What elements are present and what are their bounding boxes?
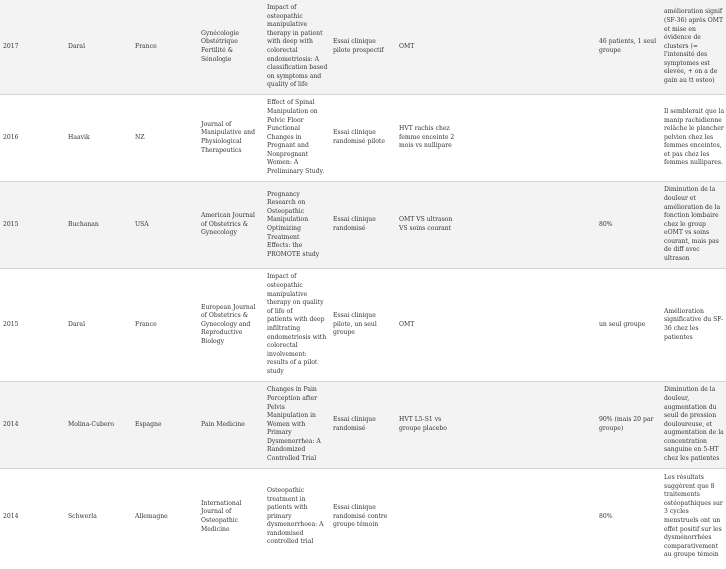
country-cell: USA: [135, 220, 149, 228]
table-row: [0, 469, 726, 565]
year-cell: 2017: [3, 42, 19, 50]
results-cell: amélioration signif (SF-36) après OMT et mise en évidence de clusters (= l'intensité des symptomes est elevée, + on a de gain au tt osteo): [664, 8, 724, 85]
results-cell: Diminution de la douleur, augmentation du seuil de pression douloureuse, et augmentation de la concentration sanguine en 5-HT chez les patientes: [664, 386, 724, 463]
journal-cell: American Journal of Obstetrics & Gynecology: [201, 212, 256, 237]
design-cell: Essai clinique pilote prospectif: [333, 38, 384, 54]
author-cell: Daraï: [68, 320, 86, 328]
intervention-cell: OMT: [399, 42, 415, 50]
author-cell: Molina-Cubero: [68, 420, 115, 428]
design-cell: Essai clinique pilote, un seul groupe: [333, 312, 377, 337]
country-cell: France: [135, 320, 157, 328]
year-cell: 2014: [3, 512, 19, 520]
title-cell: Impact of osteopathic manipulative therapy in patient with deep with colorectal endometriosis: A classification based on symptoms and quality of life: [267, 4, 328, 89]
population-cell: un seul groupe: [599, 320, 646, 328]
intervention-cell: HVT L5-S1 vs groupe placebo: [399, 416, 447, 432]
year-cell: 2014: [3, 420, 19, 428]
design-cell: Essai clinique randomisé: [333, 416, 376, 432]
year-cell: 2015: [3, 320, 19, 328]
title-cell: Effect of Spinal Manipulation on Pelvic Floor Functional Changes in Pregnant and Nonpregnant Women: A Preliminary Study.: [267, 99, 325, 176]
country-cell: Espagne: [135, 420, 162, 428]
journal-cell: Journal of Manipulative and Physiological Therapeutics: [201, 120, 255, 154]
intervention-cell: OMT VS ultrason VS soins courant: [399, 216, 453, 232]
table-row: [0, 382, 726, 469]
country-cell: NZ: [135, 133, 145, 141]
population-cell: 46 patients, 1 seul groupe: [599, 38, 657, 54]
author-cell: Daraï: [68, 42, 86, 50]
author-cell: Haavik: [68, 133, 90, 141]
table-row: [0, 269, 726, 382]
journal-cell: European Journal of Obstetrics & Gynecology and Reproductive Biology: [201, 303, 256, 345]
author-cell: Schwerla: [68, 512, 97, 520]
journal-cell: Pain Medicine: [201, 420, 245, 428]
year-cell: 2015: [3, 220, 19, 228]
results-cell: Diminution de la douleur et amélioration de la fonction lombaire chez le group eOMT vs soins courant, mais pas de diff avec ultrason: [664, 186, 721, 263]
title-cell: Pregnancy Research on Osteopathic Manipulation Optimizing Treatment Effects: the PROMOTE study: [267, 190, 320, 258]
design-cell: Essai clinique randomisé: [333, 216, 376, 232]
population-cell: 80%: [599, 512, 613, 520]
results-cell: Amélioration significative du SF- 36 chez les patientes: [664, 307, 724, 341]
journal-cell: Gynécologie Obstétrique Fertilité & Sénologie: [201, 29, 239, 63]
year-cell: 2016: [3, 133, 19, 141]
intervention-cell: HVT rachis chez femme enceinte 2 mois vs nullipare: [399, 125, 455, 150]
title-cell: Changes in Pain Perception after Pelvis Manipulation in Women with Primary Dysmenorrhea: A Randomized Controlled Trial: [267, 386, 321, 463]
country-cell: Allemagne: [135, 512, 168, 520]
results-cell: Les résultats suggèrent que 8 traitements ostéopathiques sur 3 cycles menstruels ont un effet positif sur les dysménorrhées comparativement au groupe témoin: [664, 474, 723, 559]
population-cell: 90% (mais 20 par groupe): [599, 416, 654, 432]
design-cell: Essai clinique randomisé contre groupe témoin: [333, 504, 388, 529]
design-cell: Essai clinique randomisé pilote: [333, 129, 385, 145]
table-row: [0, 0, 726, 95]
intervention-cell: [399, 469, 597, 565]
journal-cell: International Journal of Osteopathic Medicine: [201, 499, 242, 533]
table-row: [0, 182, 726, 269]
population-cell: 80%: [599, 220, 613, 228]
intervention-cell: OMT: [399, 320, 415, 328]
title-cell: Osteopathic treatment in patients with primary dysmenorrhoea: A randomised controlled trial: [267, 486, 324, 546]
table-row: [0, 95, 726, 182]
author-cell: Buchanan: [68, 220, 99, 228]
country-cell: France: [135, 42, 157, 50]
population-cell: [599, 95, 661, 181]
title-cell: Impact of osteopathic manipulative therapy on quality of life of patients with deep infiltrating endometriosis with colorectal involvement: results of a pilot study: [267, 273, 327, 375]
results-cell: Il semblerait que la manip rachidienne relâche le plancher pelvien chez les femmes enceintes, et pas chez les femmes nullipares.: [664, 107, 725, 167]
